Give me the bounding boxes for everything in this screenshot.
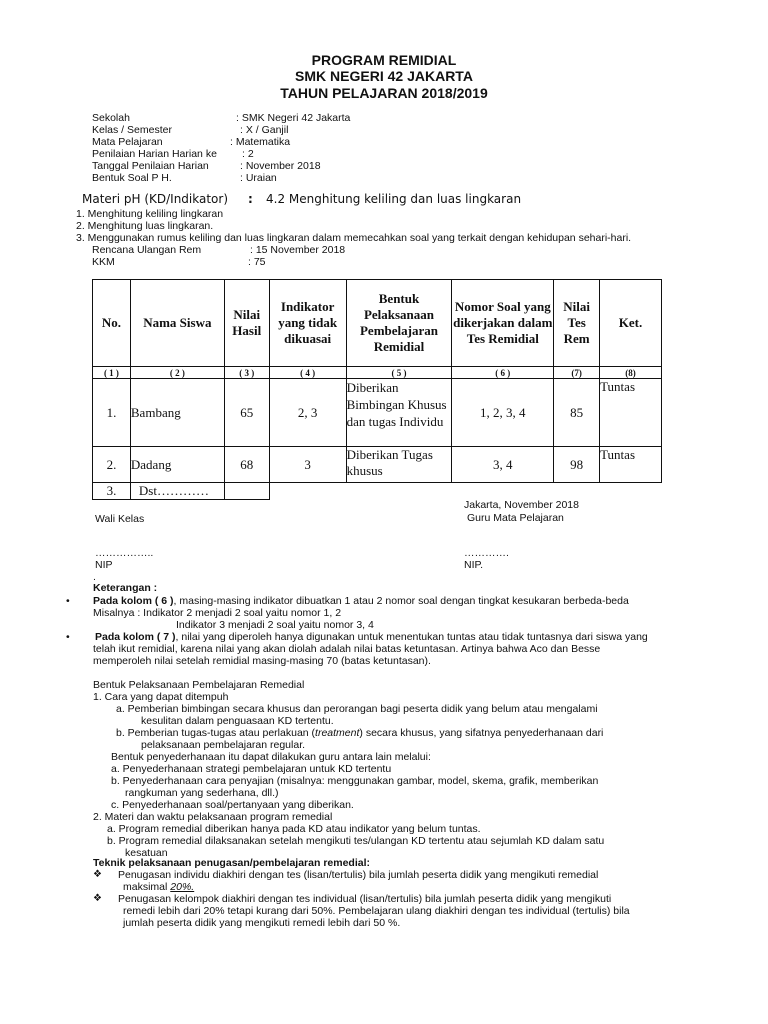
info-label-tanggal: Tanggal Penilaian Harian: [92, 160, 209, 172]
col-number: (7): [554, 367, 600, 379]
col-number: ( 1 ): [93, 367, 131, 379]
indikator-1: 1. Menghitung keliling lingkaran: [76, 208, 224, 220]
keterangan-misalnya-2: Indikator 3 menjadi 2 soal yaitu nomor 3, 4: [176, 619, 374, 631]
col-number: ( 2 ): [130, 367, 224, 379]
cell-empty: [554, 483, 600, 500]
diamond-bullet-icon: ❖: [93, 869, 102, 880]
cell-nomor: 3, 4: [452, 447, 554, 483]
cell-tes: 98: [554, 447, 600, 483]
bentuk-intro-b: b. Penyederhanaan cara penyajian (misalnya: menggunakan gambar, model, skema, grafik, memberikan: [111, 775, 599, 787]
keterangan-1: Pada kolom ( 6 ), masing-masing indikator dibuatkan 1 atau 2 nomor soal dengan tingkat kesukaran berbeda-beda: [93, 595, 629, 607]
cell-nama: Dadang: [130, 447, 224, 483]
cell-no: 1.: [93, 379, 131, 447]
cell-bentuk: Diberikan Tugas khusus: [346, 447, 452, 483]
col-number: ( 4 ): [269, 367, 346, 379]
remedial-table: [92, 279, 662, 500]
cell-nama: Dst…………: [130, 483, 224, 500]
col-number: (8): [600, 367, 662, 379]
info-value-kelas: : X / Ganjil: [240, 124, 289, 136]
bentuk-item-1: 1. Cara yang dapat ditempuh: [93, 691, 229, 703]
header-ket: Ket.: [600, 280, 662, 367]
kkm-value: : 75: [248, 256, 266, 268]
table-row: [93, 483, 662, 500]
info-label-sekolah: Sekolah: [92, 112, 130, 124]
info-label-ph: Penilaian Harian Harian ke: [92, 148, 217, 160]
header-nomor-soal: Nomor Soal yang dikerjakan dalam Tes Remidial: [452, 280, 554, 367]
teknik-1: Penugasan individu diakhiri dengan tes (lisan/tertulis) bila jumlah peserta didik yang mengikuti remedial: [118, 869, 599, 881]
wali-kelas-label: Wali Kelas: [95, 513, 145, 525]
cell-empty: [452, 483, 554, 500]
bentuk-item-2: 2. Materi dan waktu pelaksanaan program remedial: [93, 811, 333, 823]
cell-empty: [600, 483, 662, 500]
keterangan-2-line3: memperoleh nilai setelah remidial masing-masing 70 (batas ketuntasan).: [93, 655, 431, 667]
cell-nama: Bambang: [130, 379, 224, 447]
place-date: Jakarta, November 2018: [464, 499, 579, 511]
header-bentuk: Bentuk Pelaksanaan Pembelajaran Remidial: [346, 280, 452, 367]
col-number: ( 5 ): [346, 367, 452, 379]
bentuk-intro-c: c. Penyederhanaan soal/pertanyaan yang diberikan.: [111, 799, 354, 811]
teknik-1-cont: maksimal 20%.: [123, 881, 195, 893]
doc-title-3: TAHUN PELAJARAN 2018/2019: [280, 85, 488, 101]
nip-right: NIP.: [464, 559, 484, 571]
keterangan-2: Pada kolom ( 7 ), nilai yang diperoleh hanya digunakan untuk menentukan tuntas atau tidak tuntasnya dari siswa yang: [95, 631, 648, 643]
cell-nilai: 68: [224, 447, 269, 483]
bentuk-intro-b-cont: rangkuman yang sederhana, dll.): [125, 787, 279, 799]
materi-value: 4.2 Menghitung keliling dan luas lingkaran: [266, 192, 522, 206]
col-number: ( 3 ): [224, 367, 269, 379]
bentuk-1a: a. Pemberian bimbingan secara khusus dan perorangan bagi peserta didik yang belum atau mengalami: [116, 703, 598, 715]
teknik-2-cont: remedi lebih dari 20% tetapi kurang dari 50%. Pembelajaran ulang diakhiri dengan tes individual (tertulis) bila: [123, 905, 630, 917]
stray-dot: .: [93, 571, 96, 583]
materi-colon: :: [248, 192, 253, 206]
keterangan-misalnya: Misalnya : Indikator 2 menjadi 2 soal yaitu nomor 1, 2: [93, 607, 342, 619]
signature-dots-right: ………….: [464, 547, 509, 559]
bentuk-1a-cont: kesulitan dalam penguasaan KD tertentu.: [141, 715, 334, 727]
info-label-mapel: Mata Pelajaran: [92, 136, 163, 148]
info-label-bentuk: Bentuk Soal P H.: [92, 172, 172, 184]
cell-bentuk: Diberikan Bimbingan Khusus dan tugas Individu: [346, 379, 452, 447]
header-nilai-hasil: Nilai Hasil: [224, 280, 269, 367]
info-value-ph: : 2: [242, 148, 254, 160]
table-row: [93, 447, 662, 483]
cell-ket: Tuntas: [600, 379, 662, 447]
bentuk-title: Bentuk Pelaksanaan Pembelajaran Remedial: [93, 679, 305, 691]
rencana-value: : 15 November 2018: [250, 244, 346, 256]
col-number: ( 6 ): [452, 367, 554, 379]
bullet-icon: •: [66, 595, 70, 607]
cell-tes: 85: [554, 379, 600, 447]
column-number-row: [93, 367, 662, 379]
rencana-label: Rencana Ulangan Rem: [92, 244, 202, 256]
teknik-title: Teknik pelaksanaan penugasan/pembelajaran remedial:: [93, 857, 370, 869]
info-value-bentuk: : Uraian: [240, 172, 277, 184]
keterangan-2-line2: telah ikut remidial, karena nilai yang akan diolah adalah nilai batas ketuntasan. Artinya bahwa Aco dan Besse: [93, 643, 601, 655]
bentuk-2b-cont: kesatuan: [125, 847, 168, 859]
doc-title-2: SMK NEGERI 42 JAKARTA: [295, 68, 473, 84]
bentuk-2a: a. Program remedial diberikan hanya pada KD atau indikator yang belum tuntas.: [107, 823, 481, 835]
info-value-mapel: : Matematika: [230, 136, 291, 148]
kkm-label: KKM: [92, 256, 115, 268]
bentuk-intro-a: a. Penyederhanaan strategi pembelajaran untuk KD tertentu: [111, 763, 392, 775]
cell-indikator: 3: [269, 447, 346, 483]
bentuk-intro: Bentuk penyederhanaan itu dapat dilakukan guru antara lain melalui:: [111, 751, 431, 763]
bentuk-1b: b. Pemberian tugas-tugas atau perlakuan (treatment) secara khusus, yang sifatnya penyederhanaan dari: [116, 727, 604, 739]
indikator-2: 2. Menghitung luas lingkaran.: [76, 220, 214, 232]
header-indikator: Indikator yang tidak dikuasai: [269, 280, 346, 367]
signature-dots-left: ……………..: [95, 547, 154, 559]
info-value-sekolah: : SMK Negeri 42 Jakarta: [236, 112, 351, 124]
header-no: No.: [93, 280, 131, 367]
teknik-2-cont2: jumlah peserta didik yang mengikuti remedi lebih dari 50 %.: [123, 917, 401, 929]
bullet-icon: •: [66, 631, 70, 643]
nip-left: NIP: [95, 559, 113, 571]
diamond-bullet-icon: ❖: [93, 893, 102, 904]
bentuk-2b: b. Program remedial dilaksanakan setelah mengikuti tes/ulangan KD tertentu atau sejumlah KD dalam satu: [107, 835, 605, 847]
cell-nomor: 1, 2, 3, 4: [452, 379, 554, 447]
doc-title-1: PROGRAM REMIDIAL: [311, 52, 457, 68]
table-header-row: [93, 280, 662, 367]
cell-ket: Tuntas: [600, 447, 662, 483]
materi-label: Materi pH (KD/Indikator): [82, 192, 229, 206]
cell-no: 2.: [93, 447, 131, 483]
info-label-kelas: Kelas / Semester: [92, 124, 172, 136]
cell-indikator: 2, 3: [269, 379, 346, 447]
cell-empty: [269, 483, 346, 500]
bentuk-1b-cont: pelaksanaan pembelajaran regular.: [141, 739, 306, 751]
cell-empty: [224, 483, 269, 500]
header-nama: Nama Siswa: [130, 280, 224, 367]
indikator-3: 3. Menggunakan rumus keliling dan luas lingkaran dalam memecahkan soal yang terkait dengan kehidupan sehari-hari.: [76, 232, 632, 244]
teknik-2: Penugasan kelompok diakhiri dengan tes individual (lisan/tertulis) bila jumlah peserta didik yang mengikuti: [118, 893, 612, 905]
guru-label: Guru Mata Pelajaran: [467, 512, 564, 524]
keterangan-title: Keterangan :: [93, 582, 158, 594]
info-value-tanggal: : November 2018: [240, 160, 321, 172]
cell-no: 3.: [93, 483, 131, 500]
cell-empty: [346, 483, 452, 500]
header-nilai-tes: Nilai Tes Rem: [554, 280, 600, 367]
cell-nilai: 65: [224, 379, 269, 447]
table-row: [93, 379, 662, 447]
